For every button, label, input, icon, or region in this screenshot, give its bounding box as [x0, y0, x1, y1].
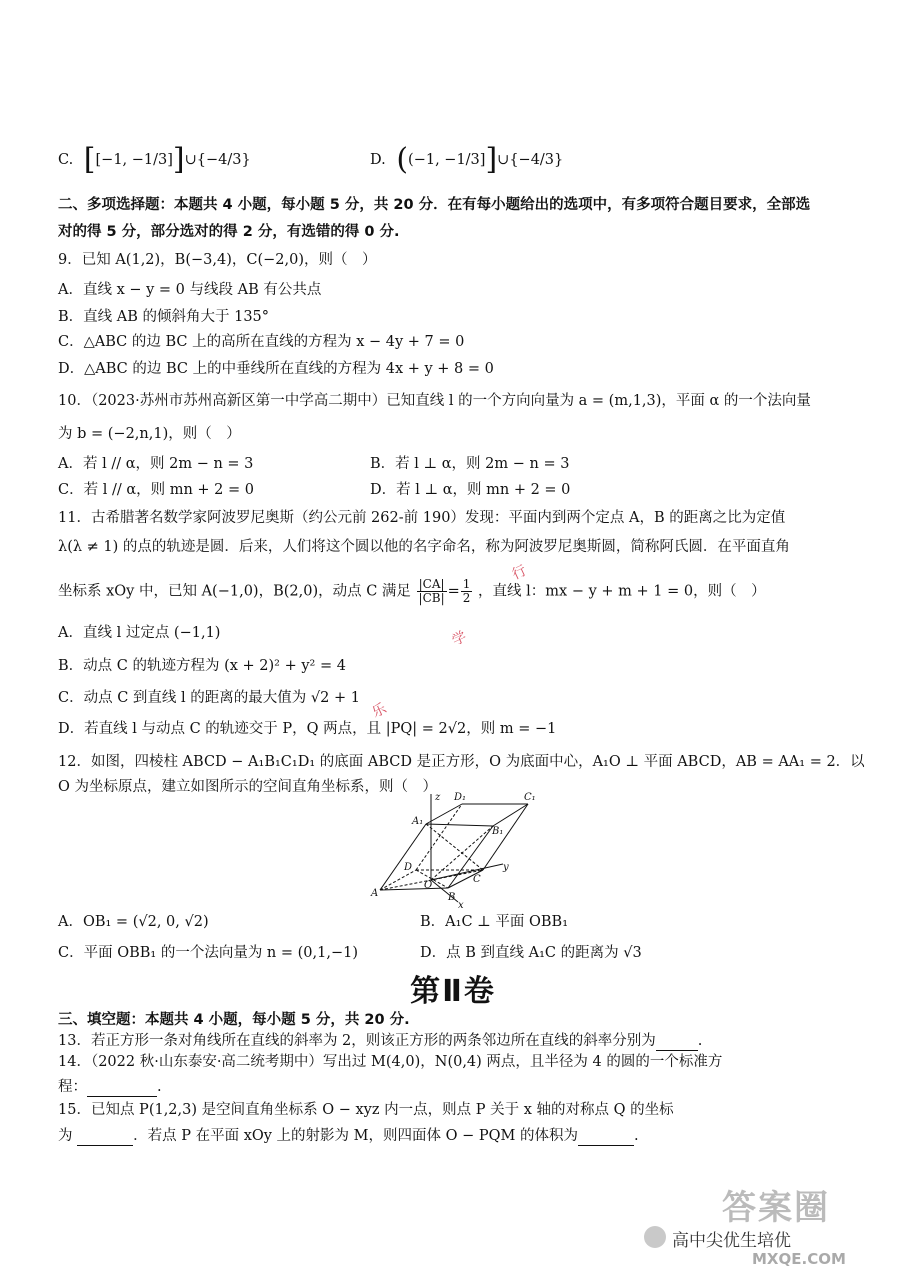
equals-sign: =	[447, 583, 460, 600]
edge-bb1	[448, 826, 493, 888]
q12-option-d: D．点 B 到直线 A₁C 的距离为 √3	[420, 945, 642, 961]
stamp-mark-2: 学	[449, 628, 470, 650]
q13-text: 13．若正方形一条对角线所在直线的斜率为 2，则该正方形的两条邻边所在直线的斜率分别为	[58, 1033, 656, 1049]
bracket: ]	[485, 142, 498, 177]
q15-line-1: 15．已知点 P(1,2,3) 是空间直角坐标系 O − xyz 内一点，则点 P 关于 x 轴的对称点 Q 的坐标	[58, 1102, 674, 1118]
label-a1: A₁	[412, 816, 424, 827]
q11-stem-3-post: ，直线 l：mx − y + m + 1 = 0，则（ ）	[478, 583, 766, 600]
label-b1: B₁	[492, 826, 504, 837]
q9-option-c: C．△ABC 的边 BC 上的高所在直线的方程为 x − 4y + 7 = 0	[58, 334, 465, 350]
edge-aa1	[380, 824, 426, 890]
label-a: A	[371, 888, 379, 899]
edge-cc1	[483, 804, 528, 870]
section2-heading-1: 二、多项选择题：本题共 4 小题，每小题 5 分，共 20 分．在有每小题给出的选项中，有多项符合题目要求，全部选	[58, 197, 811, 213]
q11-option-a: A．直线 l 过定点 (−1,1)	[58, 625, 221, 641]
q14-end: .	[157, 1079, 162, 1095]
label-x: x	[458, 900, 464, 910]
q14-line-2	[58, 1076, 162, 1097]
seg-ob1	[431, 826, 493, 880]
label-y: y	[503, 862, 509, 873]
q11-stem-3	[58, 578, 766, 605]
q15-line-2-mid: ．若点 P 在平面 xOy 上的射影为 M，则四面体 O − PQM 的体积为	[133, 1128, 578, 1144]
q11-option-d: D．若直线 l 与动点 C 的轨迹交于 P，Q 两点，且 |PQ| = 2√2，则 m = −1	[58, 721, 557, 737]
q15-end: .	[633, 1128, 639, 1144]
edge-b1c1	[493, 804, 528, 826]
label-c: C	[473, 874, 481, 885]
ratio-fraction	[417, 578, 447, 605]
q13-answer-blank[interactable]	[656, 1030, 698, 1051]
q9-option-d: D．△ABC 的边 BC 上的中垂线所在直线的方程为 4x + y + 8 = 0	[58, 361, 494, 377]
edge-ad	[380, 870, 416, 890]
q15-answer-blank-2[interactable]	[578, 1125, 634, 1146]
ratio-denominator: |CB|	[418, 591, 445, 605]
q9-option-a: A．直线 x − y = 0 与线段 AB 有公共点	[58, 282, 322, 298]
seg-a1c	[426, 824, 483, 870]
q11-option-b: B．动点 C 的轨迹方程为 (x + 2)² + y² = 4	[58, 658, 346, 674]
q11-stem-2: λ(λ ≠ 1) 的点的轨迹是圆．后来，人们将这个圆以他的名字命名，称为阿波罗尼奥斯圆，简称阿氏圆．在平面直角	[58, 539, 790, 555]
volume-title: 第Ⅱ卷	[410, 974, 496, 1009]
q9-option-b: B．直线 AB 的倾斜角大于 135°	[58, 309, 270, 325]
label-b: B	[448, 892, 456, 903]
watermark-site: MXQE.COM	[752, 1250, 846, 1268]
stamp-mark-3: 乐	[369, 700, 390, 722]
q10-stem-2: 为 b = (−2,n,1)，则（ ）	[58, 426, 241, 442]
q15-answer-blank-1[interactable]	[77, 1125, 133, 1146]
q11-stem-1: 11．古希腊著名数学家阿波罗尼奥斯（约公元前 262-前 190）发现：平面内到两个定点 A，B 的距离之比为定值	[58, 510, 786, 526]
y-axis	[431, 864, 503, 880]
label-c1: C₁	[524, 792, 536, 803]
edge-a1b1	[426, 824, 493, 826]
q14-answer-blank[interactable]	[87, 1076, 157, 1097]
q8-option-c	[58, 142, 251, 177]
half-denominator: 2	[462, 591, 471, 605]
q10-option-c: C．若 l // α，则 mn + 2 = 0	[58, 482, 255, 498]
q10-option-b: B．若 l ⊥ α，则 2m − n = 3	[370, 456, 570, 472]
q10-option-a: A．若 l // α，则 2m − n = 3	[58, 456, 254, 472]
q13	[58, 1030, 702, 1051]
paren: (	[396, 142, 409, 177]
wechat-icon	[644, 1226, 666, 1248]
q14-line-1: 14．（2022 秋·山东泰安·高二统考期中）写出过 M(4,0)，N(0,4) 两点，且半径为 4 的圆的一个标准方	[58, 1054, 723, 1070]
q12-option-c: C．平面 OBB₁ 的一个法向量为 n = (0,1,−1)	[58, 945, 358, 961]
q15-line-2-pre: 为	[58, 1128, 73, 1144]
label-d1: D₁	[454, 792, 467, 803]
ratio-numerator: |CA|	[417, 578, 447, 592]
set: ∪{−4/3}	[497, 152, 564, 168]
q14-line-2-text: 程：	[58, 1079, 87, 1095]
section2-heading-2: 对的得 5 分，部分选对的得 2 分，有选错的得 0 分.	[58, 224, 400, 240]
q13-end: .	[697, 1033, 703, 1049]
q8-option-d	[370, 142, 564, 177]
q11-option-c: C．动点 C 到直线 l 的距离的最大值为 √2 + 1	[58, 690, 360, 706]
q11-stem-3-pre: 坐标系 xOy 中，已知 A(−1,0)，B(2,0)，动点 C 满足	[58, 583, 411, 600]
q10-option-d: D．若 l ⊥ α，则 mn + 2 = 0	[370, 482, 571, 498]
q12-stem-2: O 为坐标原点，建立如图所示的空间直角坐标系，则（ ）	[58, 779, 437, 795]
half-numerator: 1	[462, 577, 471, 591]
q9-stem: 9．已知 A(1,2)，B(−3,4)，C(−2,0)，则（ ）	[58, 252, 377, 268]
half-fraction	[461, 578, 473, 605]
q12-option-a: A．OB₁ = (√2, 0, √2)	[58, 914, 209, 930]
edge-dd1	[416, 804, 462, 870]
bracket: [	[83, 142, 96, 177]
label-z: z	[435, 792, 441, 803]
q12-stem-1: 12．如图，四棱柱 ABCD − A₁B₁C₁D₁ 的底面 ABCD 是正方形，O 为底面中心，A₁O ⊥ 平面 ABCD，AB = AA₁ = 2．以	[58, 754, 865, 770]
section3-heading: 三、填空题：本题共 4 小题，每小题 5 分，共 20 分.	[58, 1012, 410, 1028]
option-label: C.	[58, 152, 74, 168]
q12-option-b: B．A₁C ⊥ 平面 OBB₁	[420, 914, 569, 930]
watermark-logo: 答案圈	[722, 1188, 830, 1228]
label-d: D	[404, 862, 413, 873]
prism-figure	[368, 790, 548, 910]
set: ∪{−4/3}	[184, 152, 251, 168]
stamp-mark-1: 行	[509, 562, 530, 584]
interval: (−1, −1/3]	[408, 152, 486, 168]
option-label: D.	[370, 152, 386, 168]
q15-line-2	[58, 1125, 639, 1146]
interval: [−1, −1/3]	[95, 152, 173, 168]
watermark-source: 高中尖优生培优	[672, 1231, 791, 1251]
watermark	[642, 1180, 892, 1270]
q10-stem-1: 10．（2023·苏州市苏州高新区第一中学高二期中）已知直线 l 的一个方向向量为 a = (m,1,3)，平面 α 的一个法向量	[58, 393, 811, 409]
label-o: O	[424, 880, 433, 891]
bracket: ]	[172, 142, 185, 177]
